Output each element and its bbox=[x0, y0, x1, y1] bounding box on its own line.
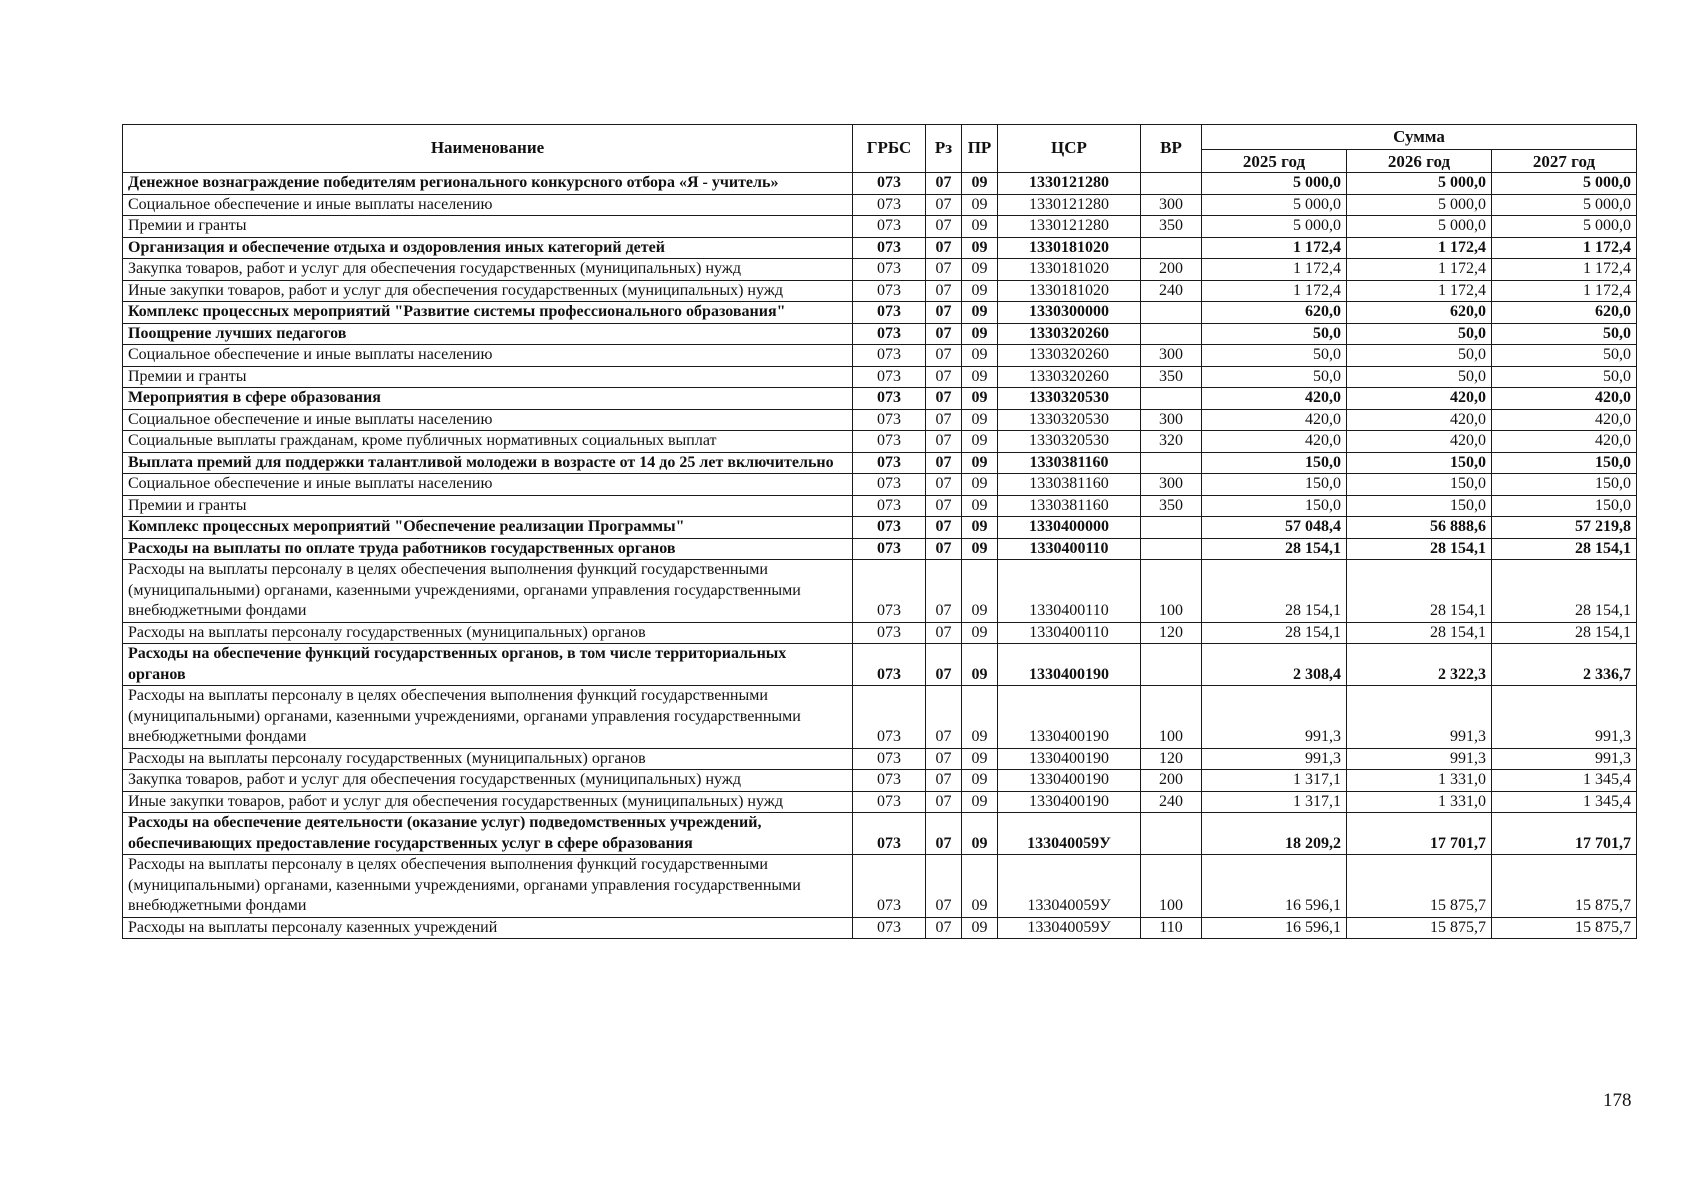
cell-name: Расходы на обеспечение функций государственных органов, в том числе территориальных органов bbox=[123, 644, 853, 686]
cell-2026: 5 000,0 bbox=[1347, 173, 1492, 195]
table-row-total bbox=[123, 644, 1637, 686]
cell-pr: 09 bbox=[962, 302, 998, 324]
cell-rz: 07 bbox=[926, 280, 962, 302]
cell-2027: 150,0 bbox=[1492, 474, 1637, 496]
cell-grbs: 073 bbox=[853, 431, 926, 453]
cell-2026: 2 322,3 bbox=[1347, 644, 1492, 686]
cell-2027: 15 875,7 bbox=[1492, 855, 1637, 918]
table-row-total bbox=[123, 302, 1637, 324]
cell-name: Закупка товаров, работ и услуг для обеспечения государственных (муниципальных) нужд bbox=[123, 770, 853, 792]
col-header-2026: 2026 год bbox=[1347, 150, 1492, 173]
cell-grbs: 073 bbox=[853, 748, 926, 770]
table-row bbox=[123, 748, 1637, 770]
cell-2026: 50,0 bbox=[1347, 323, 1492, 345]
table-row bbox=[123, 194, 1637, 216]
table-body bbox=[123, 173, 1637, 939]
cell-2025: 1 172,4 bbox=[1202, 237, 1347, 259]
cell-name: Расходы на выплаты персоналу казенных учреждений bbox=[123, 917, 853, 939]
cell-csr: 1330381160 bbox=[998, 474, 1141, 496]
cell-grbs: 073 bbox=[853, 770, 926, 792]
cell-rz: 07 bbox=[926, 345, 962, 367]
cell-2027: 50,0 bbox=[1492, 345, 1637, 367]
cell-rz: 07 bbox=[926, 173, 962, 195]
cell-csr: 133040059У bbox=[998, 813, 1141, 855]
cell-vr: 300 bbox=[1141, 474, 1202, 496]
cell-rz: 07 bbox=[926, 216, 962, 238]
cell-pr: 09 bbox=[962, 517, 998, 539]
cell-pr: 09 bbox=[962, 237, 998, 259]
cell-grbs: 073 bbox=[853, 216, 926, 238]
cell-2026: 56 888,6 bbox=[1347, 517, 1492, 539]
cell-2025: 991,3 bbox=[1202, 748, 1347, 770]
col-header-rz: Рз bbox=[926, 125, 962, 173]
cell-grbs: 073 bbox=[853, 452, 926, 474]
cell-2027: 420,0 bbox=[1492, 409, 1637, 431]
cell-csr: 1330400190 bbox=[998, 791, 1141, 813]
cell-csr: 1330381160 bbox=[998, 495, 1141, 517]
cell-pr: 09 bbox=[962, 366, 998, 388]
cell-vr: 350 bbox=[1141, 216, 1202, 238]
cell-pr: 09 bbox=[962, 388, 998, 410]
cell-vr: 120 bbox=[1141, 748, 1202, 770]
cell-2027: 50,0 bbox=[1492, 366, 1637, 388]
table-row-total bbox=[123, 452, 1637, 474]
cell-name: Поощрение лучших педагогов bbox=[123, 323, 853, 345]
cell-2027: 2 336,7 bbox=[1492, 644, 1637, 686]
cell-2025: 150,0 bbox=[1202, 452, 1347, 474]
cell-name: Расходы на выплаты персоналу государственных (муниципальных) органов bbox=[123, 622, 853, 644]
cell-2026: 150,0 bbox=[1347, 452, 1492, 474]
cell-2026: 1 172,4 bbox=[1347, 280, 1492, 302]
cell-vr bbox=[1141, 644, 1202, 686]
cell-2027: 28 154,1 bbox=[1492, 622, 1637, 644]
cell-2026: 1 331,0 bbox=[1347, 770, 1492, 792]
cell-2025: 57 048,4 bbox=[1202, 517, 1347, 539]
cell-2027: 5 000,0 bbox=[1492, 216, 1637, 238]
cell-name: Социальное обеспечение и иные выплаты населению bbox=[123, 474, 853, 496]
cell-pr: 09 bbox=[962, 280, 998, 302]
cell-rz: 07 bbox=[926, 748, 962, 770]
cell-grbs: 073 bbox=[853, 855, 926, 918]
cell-grbs: 073 bbox=[853, 791, 926, 813]
cell-csr: 1330381160 bbox=[998, 452, 1141, 474]
cell-grbs: 073 bbox=[853, 474, 926, 496]
table-header bbox=[123, 125, 1637, 173]
cell-name: Организация и обеспечение отдыха и оздоровления иных категорий детей bbox=[123, 237, 853, 259]
table-row bbox=[123, 770, 1637, 792]
cell-rz: 07 bbox=[926, 855, 962, 918]
cell-2027: 991,3 bbox=[1492, 748, 1637, 770]
cell-2025: 620,0 bbox=[1202, 302, 1347, 324]
cell-csr: 1330400110 bbox=[998, 560, 1141, 623]
cell-rz: 07 bbox=[926, 813, 962, 855]
cell-grbs: 073 bbox=[853, 388, 926, 410]
cell-name: Расходы на выплаты персоналу государственных (муниципальных) органов bbox=[123, 748, 853, 770]
table-row bbox=[123, 216, 1637, 238]
cell-grbs: 073 bbox=[853, 302, 926, 324]
cell-rz: 07 bbox=[926, 302, 962, 324]
cell-name: Премии и гранты bbox=[123, 495, 853, 517]
cell-rz: 07 bbox=[926, 622, 962, 644]
table-row-total bbox=[123, 813, 1637, 855]
cell-grbs: 073 bbox=[853, 194, 926, 216]
table-row-total bbox=[123, 388, 1637, 410]
cell-grbs: 073 bbox=[853, 323, 926, 345]
cell-2027: 17 701,7 bbox=[1492, 813, 1637, 855]
cell-2025: 28 154,1 bbox=[1202, 622, 1347, 644]
cell-pr: 09 bbox=[962, 917, 998, 939]
cell-rz: 07 bbox=[926, 686, 962, 749]
cell-rz: 07 bbox=[926, 560, 962, 623]
cell-name: Денежное вознаграждение победителям регионального конкурсного отбора «Я - учитель» bbox=[123, 173, 853, 195]
cell-2027: 28 154,1 bbox=[1492, 560, 1637, 623]
table-row bbox=[123, 855, 1637, 918]
cell-vr bbox=[1141, 538, 1202, 560]
col-header-2025: 2025 год bbox=[1202, 150, 1347, 173]
cell-name: Социальное обеспечение и иные выплаты населению bbox=[123, 345, 853, 367]
cell-csr: 1330320260 bbox=[998, 323, 1141, 345]
cell-2027: 1 172,4 bbox=[1492, 237, 1637, 259]
cell-2027: 1 172,4 bbox=[1492, 259, 1637, 281]
cell-name: Расходы на выплаты персоналу в целях обеспечения выполнения функций государственными (муниципальными) органами, казенными учреждениями, органами управления государственными внебюджетными фондами bbox=[123, 855, 853, 918]
cell-name: Мероприятия в сфере образования bbox=[123, 388, 853, 410]
cell-2025: 1 317,1 bbox=[1202, 770, 1347, 792]
cell-grbs: 073 bbox=[853, 409, 926, 431]
cell-2027: 420,0 bbox=[1492, 388, 1637, 410]
table-row bbox=[123, 280, 1637, 302]
cell-csr: 133040059У bbox=[998, 855, 1141, 918]
cell-2026: 17 701,7 bbox=[1347, 813, 1492, 855]
cell-name: Иные закупки товаров, работ и услуг для обеспечения государственных (муниципальных) нужд bbox=[123, 791, 853, 813]
cell-rz: 07 bbox=[926, 644, 962, 686]
cell-grbs: 073 bbox=[853, 173, 926, 195]
cell-csr: 1330320260 bbox=[998, 366, 1141, 388]
table-row-total bbox=[123, 517, 1637, 539]
cell-2027: 1 345,4 bbox=[1492, 770, 1637, 792]
cell-rz: 07 bbox=[926, 388, 962, 410]
cell-2026: 1 172,4 bbox=[1347, 237, 1492, 259]
cell-csr: 1330400190 bbox=[998, 686, 1141, 749]
cell-pr: 09 bbox=[962, 855, 998, 918]
cell-2027: 28 154,1 bbox=[1492, 538, 1637, 560]
cell-2027: 150,0 bbox=[1492, 495, 1637, 517]
cell-csr: 1330400110 bbox=[998, 622, 1141, 644]
cell-vr bbox=[1141, 323, 1202, 345]
cell-2027: 5 000,0 bbox=[1492, 173, 1637, 195]
cell-2026: 1 172,4 bbox=[1347, 259, 1492, 281]
cell-rz: 07 bbox=[926, 517, 962, 539]
cell-2025: 50,0 bbox=[1202, 345, 1347, 367]
cell-2026: 1 331,0 bbox=[1347, 791, 1492, 813]
cell-pr: 09 bbox=[962, 813, 998, 855]
col-header-name: Наименование bbox=[123, 125, 853, 173]
cell-name: Расходы на выплаты персоналу в целях обеспечения выполнения функций государственными (муниципальными) органами, казенными учреждениями, органами управления государственными внебюджетными фондами bbox=[123, 560, 853, 623]
cell-name: Премии и гранты bbox=[123, 216, 853, 238]
cell-pr: 09 bbox=[962, 345, 998, 367]
table-row-total bbox=[123, 173, 1637, 195]
cell-grbs: 073 bbox=[853, 366, 926, 388]
cell-csr: 1330320530 bbox=[998, 431, 1141, 453]
cell-2027: 1 172,4 bbox=[1492, 280, 1637, 302]
col-header-grbs: ГРБС bbox=[853, 125, 926, 173]
cell-vr: 320 bbox=[1141, 431, 1202, 453]
cell-2027: 15 875,7 bbox=[1492, 917, 1637, 939]
cell-csr: 1330181020 bbox=[998, 237, 1141, 259]
cell-grbs: 073 bbox=[853, 495, 926, 517]
cell-vr: 110 bbox=[1141, 917, 1202, 939]
cell-rz: 07 bbox=[926, 194, 962, 216]
cell-2026: 991,3 bbox=[1347, 686, 1492, 749]
cell-2027: 57 219,8 bbox=[1492, 517, 1637, 539]
cell-2025: 1 172,4 bbox=[1202, 259, 1347, 281]
table-row bbox=[123, 345, 1637, 367]
cell-vr: 350 bbox=[1141, 495, 1202, 517]
cell-2026: 15 875,7 bbox=[1347, 855, 1492, 918]
cell-grbs: 073 bbox=[853, 622, 926, 644]
cell-2025: 28 154,1 bbox=[1202, 560, 1347, 623]
cell-pr: 09 bbox=[962, 560, 998, 623]
cell-rz: 07 bbox=[926, 237, 962, 259]
cell-csr: 1330400190 bbox=[998, 748, 1141, 770]
cell-pr: 09 bbox=[962, 474, 998, 496]
cell-pr: 09 bbox=[962, 259, 998, 281]
cell-grbs: 073 bbox=[853, 560, 926, 623]
cell-2025: 50,0 bbox=[1202, 366, 1347, 388]
table-row bbox=[123, 409, 1637, 431]
cell-2025: 28 154,1 bbox=[1202, 538, 1347, 560]
cell-rz: 07 bbox=[926, 452, 962, 474]
cell-vr bbox=[1141, 173, 1202, 195]
cell-rz: 07 bbox=[926, 409, 962, 431]
cell-csr: 1330400190 bbox=[998, 770, 1141, 792]
cell-pr: 09 bbox=[962, 686, 998, 749]
cell-2026: 50,0 bbox=[1347, 345, 1492, 367]
cell-pr: 09 bbox=[962, 323, 998, 345]
table-row-total bbox=[123, 323, 1637, 345]
cell-vr bbox=[1141, 452, 1202, 474]
cell-name: Комплекс процессных мероприятий "Развитие системы профессионального образования" bbox=[123, 302, 853, 324]
table-row bbox=[123, 259, 1637, 281]
cell-2027: 50,0 bbox=[1492, 323, 1637, 345]
cell-2026: 620,0 bbox=[1347, 302, 1492, 324]
cell-vr: 200 bbox=[1141, 259, 1202, 281]
cell-grbs: 073 bbox=[853, 259, 926, 281]
col-header-sum: Сумма bbox=[1202, 125, 1637, 150]
cell-pr: 09 bbox=[962, 770, 998, 792]
cell-pr: 09 bbox=[962, 748, 998, 770]
cell-2026: 28 154,1 bbox=[1347, 560, 1492, 623]
cell-2027: 991,3 bbox=[1492, 686, 1637, 749]
cell-csr: 1330400110 bbox=[998, 538, 1141, 560]
cell-pr: 09 bbox=[962, 452, 998, 474]
cell-grbs: 073 bbox=[853, 538, 926, 560]
cell-csr: 1330320260 bbox=[998, 345, 1141, 367]
cell-vr bbox=[1141, 388, 1202, 410]
cell-vr: 120 bbox=[1141, 622, 1202, 644]
cell-grbs: 073 bbox=[853, 280, 926, 302]
cell-2025: 991,3 bbox=[1202, 686, 1347, 749]
cell-2026: 420,0 bbox=[1347, 409, 1492, 431]
cell-vr bbox=[1141, 517, 1202, 539]
table-row bbox=[123, 560, 1637, 623]
cell-2027: 620,0 bbox=[1492, 302, 1637, 324]
cell-2025: 18 209,2 bbox=[1202, 813, 1347, 855]
table-row bbox=[123, 431, 1637, 453]
cell-pr: 09 bbox=[962, 173, 998, 195]
cell-2025: 5 000,0 bbox=[1202, 194, 1347, 216]
cell-vr: 300 bbox=[1141, 194, 1202, 216]
cell-vr: 200 bbox=[1141, 770, 1202, 792]
cell-pr: 09 bbox=[962, 791, 998, 813]
table-row-total bbox=[123, 538, 1637, 560]
cell-2027: 5 000,0 bbox=[1492, 194, 1637, 216]
cell-name: Премии и гранты bbox=[123, 366, 853, 388]
cell-pr: 09 bbox=[962, 194, 998, 216]
cell-name: Выплата премий для поддержки талантливой молодежи в возрасте от 14 до 25 лет включительно bbox=[123, 452, 853, 474]
cell-grbs: 073 bbox=[853, 686, 926, 749]
cell-grbs: 073 bbox=[853, 345, 926, 367]
cell-csr: 1330181020 bbox=[998, 280, 1141, 302]
cell-vr: 300 bbox=[1141, 409, 1202, 431]
cell-grbs: 073 bbox=[853, 517, 926, 539]
cell-vr: 300 bbox=[1141, 345, 1202, 367]
cell-2025: 1 317,1 bbox=[1202, 791, 1347, 813]
cell-name: Расходы на обеспечение деятельности (оказание услуг) подведомственных учреждений, обеспечивающих предоставление государственных услуг в сфере образования bbox=[123, 813, 853, 855]
cell-pr: 09 bbox=[962, 409, 998, 431]
cell-2026: 28 154,1 bbox=[1347, 538, 1492, 560]
cell-name: Расходы на выплаты персоналу в целях обеспечения выполнения функций государственными (муниципальными) органами, казенными учреждениями, органами управления государственными внебюджетными фондами bbox=[123, 686, 853, 749]
cell-2026: 150,0 bbox=[1347, 474, 1492, 496]
cell-2026: 420,0 bbox=[1347, 431, 1492, 453]
cell-rz: 07 bbox=[926, 474, 962, 496]
cell-vr bbox=[1141, 237, 1202, 259]
cell-vr bbox=[1141, 813, 1202, 855]
col-header-2027: 2027 год bbox=[1492, 150, 1637, 173]
cell-vr: 100 bbox=[1141, 855, 1202, 918]
cell-2026: 15 875,7 bbox=[1347, 917, 1492, 939]
cell-2026: 150,0 bbox=[1347, 495, 1492, 517]
table-row bbox=[123, 917, 1637, 939]
cell-2026: 28 154,1 bbox=[1347, 622, 1492, 644]
cell-2025: 5 000,0 bbox=[1202, 216, 1347, 238]
cell-csr: 1330300000 bbox=[998, 302, 1141, 324]
cell-grbs: 073 bbox=[853, 813, 926, 855]
col-header-csr: ЦСР bbox=[998, 125, 1141, 173]
cell-2025: 5 000,0 bbox=[1202, 173, 1347, 195]
cell-csr: 1330121280 bbox=[998, 216, 1141, 238]
table-row bbox=[123, 791, 1637, 813]
cell-2025: 16 596,1 bbox=[1202, 917, 1347, 939]
cell-csr: 1330121280 bbox=[998, 194, 1141, 216]
cell-2025: 2 308,4 bbox=[1202, 644, 1347, 686]
cell-grbs: 073 bbox=[853, 917, 926, 939]
cell-pr: 09 bbox=[962, 538, 998, 560]
cell-2027: 1 345,4 bbox=[1492, 791, 1637, 813]
cell-2027: 150,0 bbox=[1492, 452, 1637, 474]
cell-csr: 133040059У bbox=[998, 917, 1141, 939]
cell-2025: 16 596,1 bbox=[1202, 855, 1347, 918]
cell-2025: 420,0 bbox=[1202, 409, 1347, 431]
cell-2025: 420,0 bbox=[1202, 388, 1347, 410]
cell-name: Социальное обеспечение и иные выплаты населению bbox=[123, 194, 853, 216]
cell-2025: 50,0 bbox=[1202, 323, 1347, 345]
cell-name: Закупка товаров, работ и услуг для обеспечения государственных (муниципальных) нужд bbox=[123, 259, 853, 281]
cell-2025: 1 172,4 bbox=[1202, 280, 1347, 302]
cell-vr: 350 bbox=[1141, 366, 1202, 388]
budget-table bbox=[122, 124, 1637, 939]
cell-pr: 09 bbox=[962, 216, 998, 238]
cell-pr: 09 bbox=[962, 644, 998, 686]
cell-2025: 420,0 bbox=[1202, 431, 1347, 453]
cell-csr: 1330400190 bbox=[998, 644, 1141, 686]
cell-rz: 07 bbox=[926, 259, 962, 281]
table-row bbox=[123, 686, 1637, 749]
cell-name: Иные закупки товаров, работ и услуг для обеспечения государственных (муниципальных) нужд bbox=[123, 280, 853, 302]
cell-vr: 100 bbox=[1141, 686, 1202, 749]
cell-2026: 50,0 bbox=[1347, 366, 1492, 388]
cell-pr: 09 bbox=[962, 495, 998, 517]
cell-grbs: 073 bbox=[853, 644, 926, 686]
cell-pr: 09 bbox=[962, 622, 998, 644]
col-header-vr: ВР bbox=[1141, 125, 1202, 173]
cell-2027: 420,0 bbox=[1492, 431, 1637, 453]
cell-rz: 07 bbox=[926, 770, 962, 792]
page-number: 178 bbox=[1603, 1090, 1632, 1111]
cell-name: Социальные выплаты гражданам, кроме публичных нормативных социальных выплат bbox=[123, 431, 853, 453]
cell-rz: 07 bbox=[926, 917, 962, 939]
cell-name: Социальное обеспечение и иные выплаты населению bbox=[123, 409, 853, 431]
cell-rz: 07 bbox=[926, 538, 962, 560]
col-header-pr: ПР bbox=[962, 125, 998, 173]
table-row bbox=[123, 366, 1637, 388]
cell-name: Расходы на выплаты по оплате труда работников государственных органов bbox=[123, 538, 853, 560]
cell-rz: 07 bbox=[926, 323, 962, 345]
cell-csr: 1330181020 bbox=[998, 259, 1141, 281]
cell-csr: 1330320530 bbox=[998, 388, 1141, 410]
table-row bbox=[123, 495, 1637, 517]
cell-vr: 240 bbox=[1141, 791, 1202, 813]
cell-2026: 5 000,0 bbox=[1347, 216, 1492, 238]
cell-2026: 991,3 bbox=[1347, 748, 1492, 770]
cell-vr: 100 bbox=[1141, 560, 1202, 623]
table-row bbox=[123, 474, 1637, 496]
cell-2025: 150,0 bbox=[1202, 495, 1347, 517]
cell-name: Комплекс процессных мероприятий "Обеспечение реализации Программы" bbox=[123, 517, 853, 539]
cell-2025: 150,0 bbox=[1202, 474, 1347, 496]
cell-pr: 09 bbox=[962, 431, 998, 453]
cell-rz: 07 bbox=[926, 791, 962, 813]
cell-csr: 1330320530 bbox=[998, 409, 1141, 431]
cell-rz: 07 bbox=[926, 495, 962, 517]
cell-csr: 1330121280 bbox=[998, 173, 1141, 195]
cell-2026: 420,0 bbox=[1347, 388, 1492, 410]
cell-grbs: 073 bbox=[853, 237, 926, 259]
cell-rz: 07 bbox=[926, 431, 962, 453]
cell-vr: 240 bbox=[1141, 280, 1202, 302]
table-row-total bbox=[123, 237, 1637, 259]
cell-2026: 5 000,0 bbox=[1347, 194, 1492, 216]
cell-csr: 1330400000 bbox=[998, 517, 1141, 539]
cell-rz: 07 bbox=[926, 366, 962, 388]
cell-vr bbox=[1141, 302, 1202, 324]
table-row bbox=[123, 622, 1637, 644]
